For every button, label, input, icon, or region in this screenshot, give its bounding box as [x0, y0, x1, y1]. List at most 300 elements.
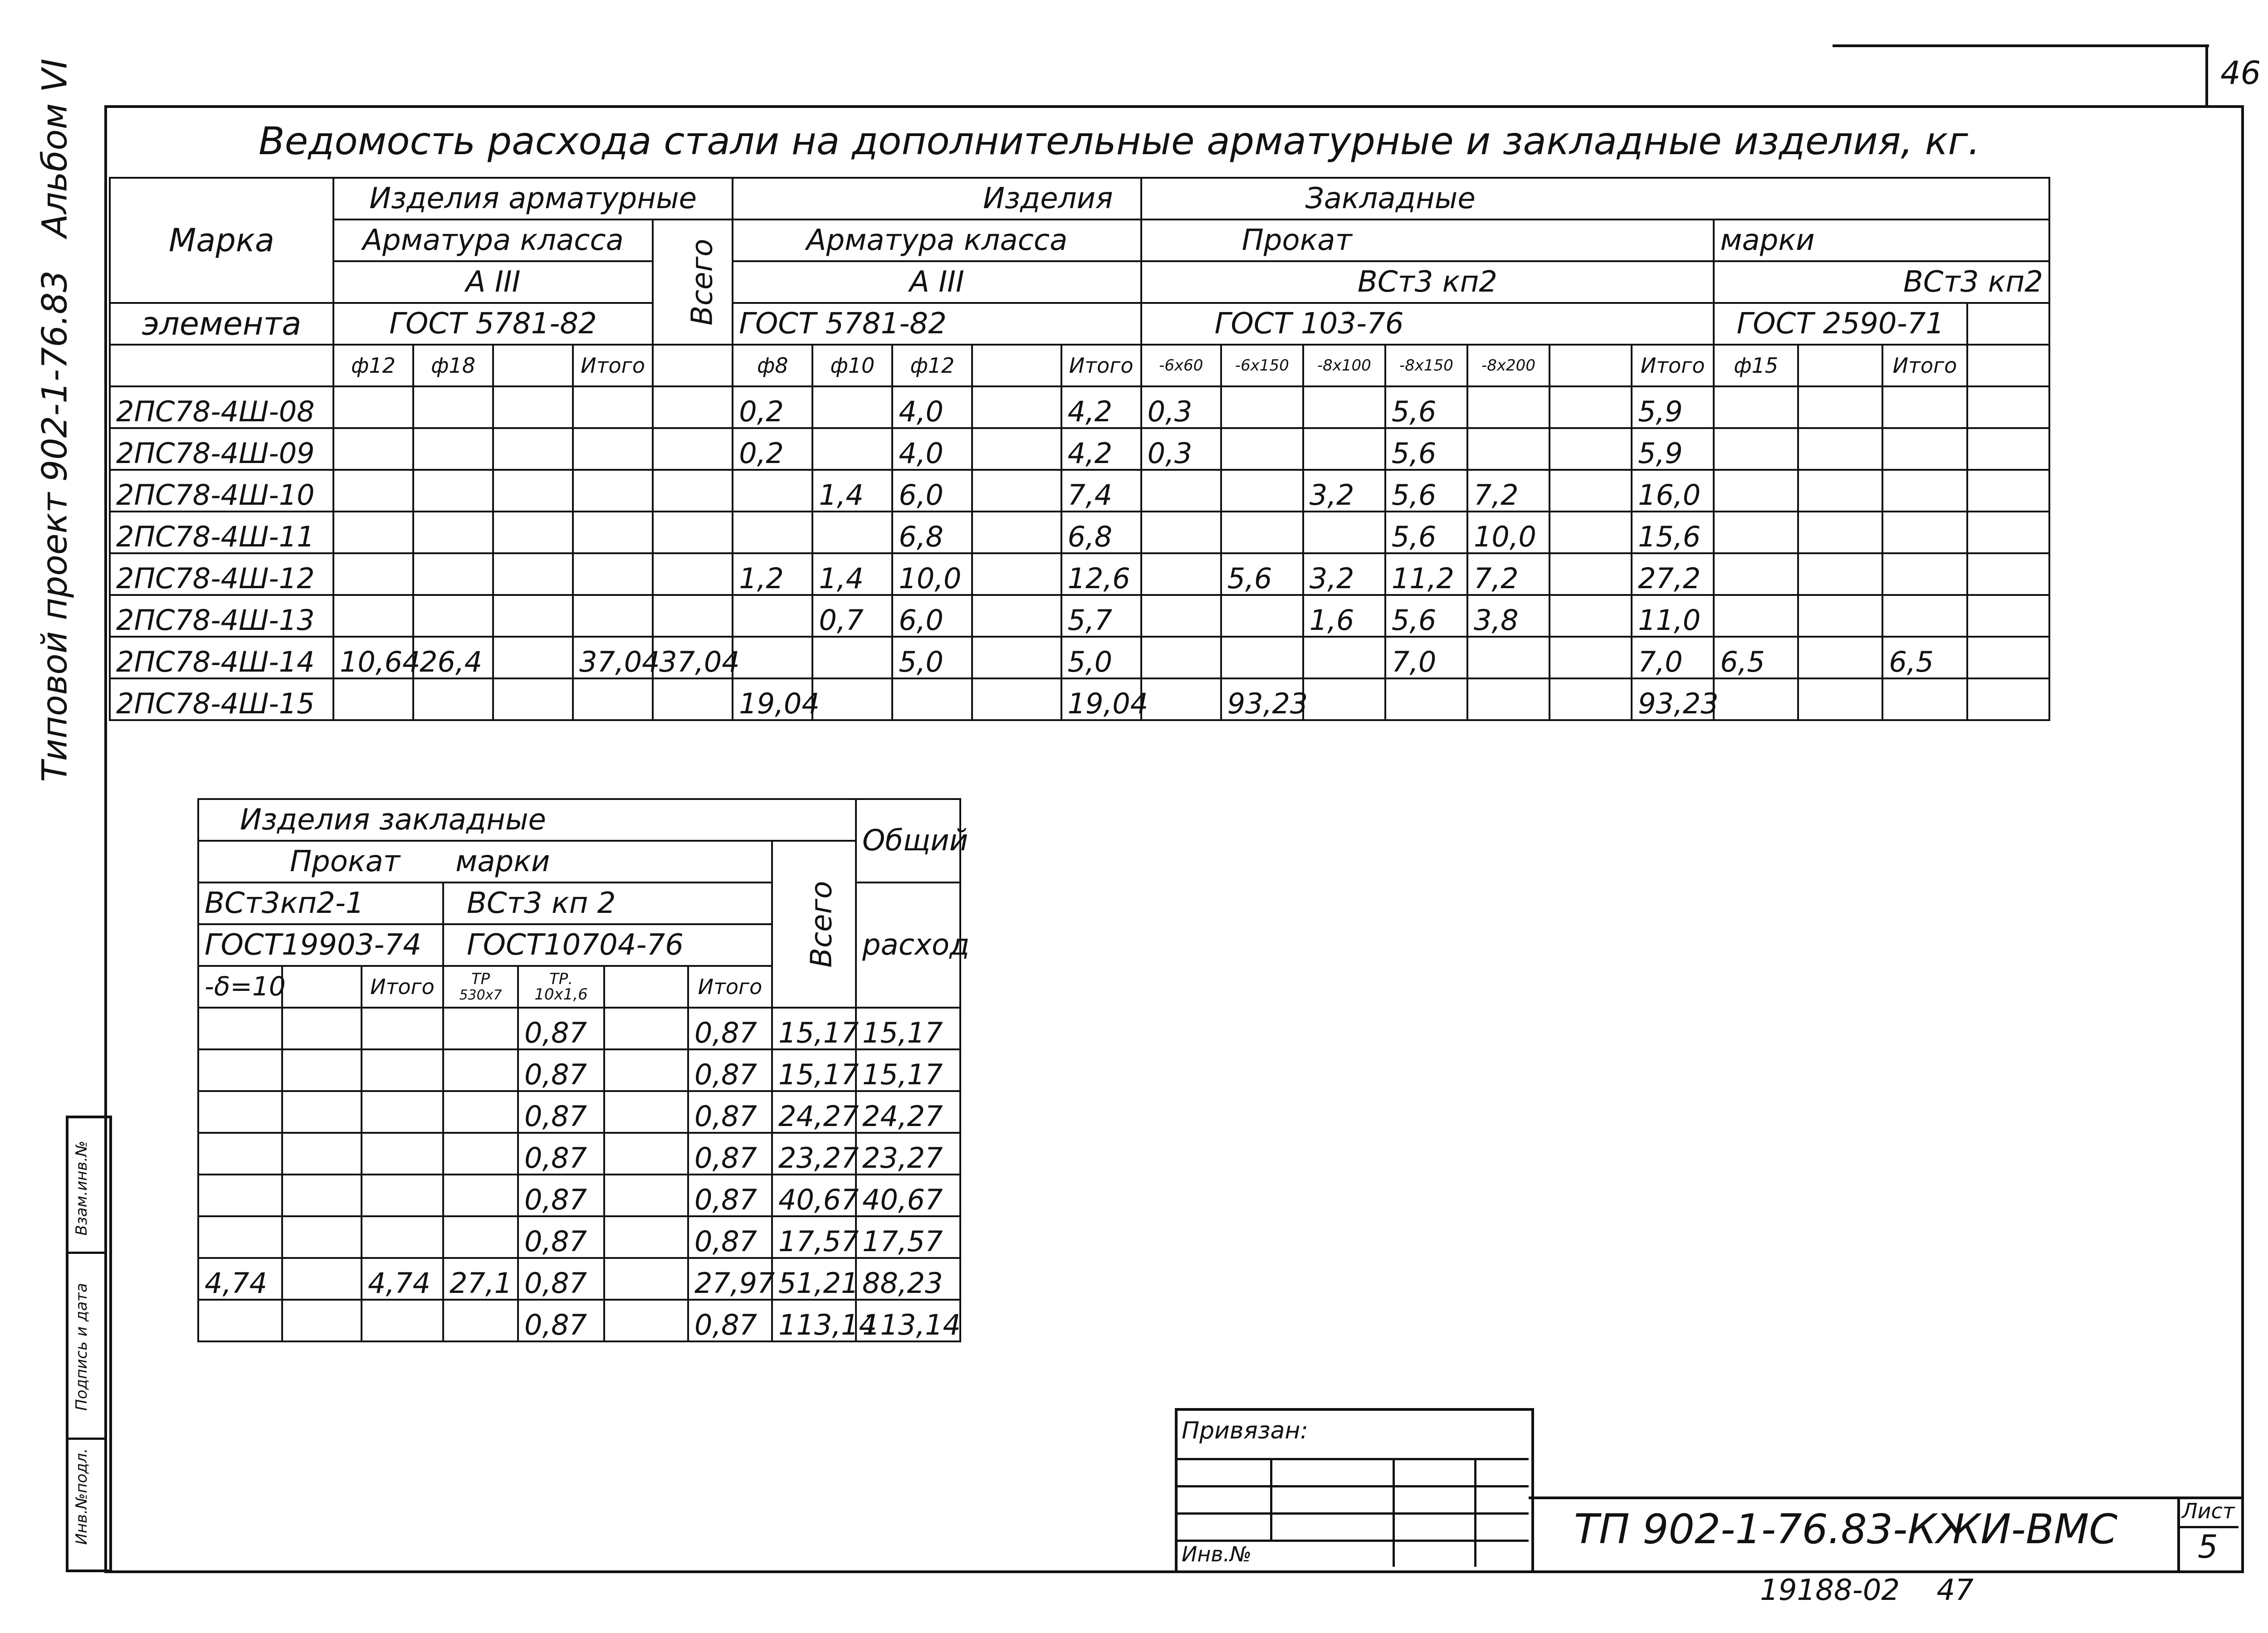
table-cell	[1141, 470, 1221, 512]
table-cell	[1467, 678, 1549, 720]
t2-col-total-2: Итого	[688, 966, 772, 1008]
table-cell: 3,2	[1303, 553, 1385, 595]
t2-hdr-gost-2: ГОСТ10704-76	[443, 924, 772, 966]
table-cell: 3,8	[1467, 595, 1549, 637]
hdr-element: элемента	[110, 303, 333, 345]
table-cell	[1882, 553, 1967, 595]
table-cell: 5,0	[892, 637, 972, 678]
col-hdr-8x150: -8х150	[1385, 345, 1467, 386]
table-cell	[1882, 386, 1967, 428]
table-cell: 37,04	[573, 637, 653, 678]
hdr-gost-1: ГОСТ 5781-82	[333, 303, 653, 345]
table-cell	[1221, 386, 1303, 428]
table-cell	[333, 386, 413, 428]
row-mark: 2ПС78-4Ш-09	[110, 428, 333, 470]
table-cell	[198, 1300, 282, 1341]
table-cell: 113,14	[772, 1300, 856, 1341]
hdr-embedded: Закладные	[1141, 178, 2049, 219]
table-cell	[198, 1175, 282, 1216]
sheet-number: 5	[2198, 1528, 2218, 1565]
col-hdr-total-4: Итого	[1882, 345, 1967, 386]
table-cell: 17,57	[772, 1216, 856, 1258]
table-cell	[1467, 428, 1549, 470]
t2-col-blank-1	[282, 966, 362, 1008]
table-cell	[1221, 595, 1303, 637]
table-row	[110, 678, 2049, 720]
table-cell: 1,4	[812, 470, 892, 512]
table-cell	[1549, 678, 1632, 720]
table-cell	[1798, 595, 1882, 637]
table-row	[198, 1175, 960, 1216]
table-cell	[653, 678, 733, 720]
table-cell: 88,23	[856, 1258, 960, 1300]
col-hdr-f15: ф15	[1714, 345, 1798, 386]
table-cell: 19,04	[1061, 678, 1141, 720]
table-cell: 7,2	[1467, 470, 1549, 512]
table-cell	[573, 470, 653, 512]
col-hdr-8x100: -8х100	[1303, 345, 1385, 386]
table-cell	[1385, 678, 1467, 720]
table-cell	[653, 470, 733, 512]
table-cell: 0,87	[518, 1091, 604, 1133]
table-cell: 0,87	[518, 1258, 604, 1300]
hdr-total-vertical: Всего	[653, 219, 733, 345]
table-cell: 0,87	[518, 1175, 604, 1216]
hdr-rolled: Прокат	[1141, 219, 1714, 261]
table-cell	[362, 1091, 443, 1133]
t2-hdr-expense: расход	[856, 882, 960, 1008]
table-cell	[362, 1300, 443, 1341]
table-cell	[812, 386, 892, 428]
table-cell	[733, 512, 812, 553]
table-cell	[282, 1216, 362, 1258]
table-cell	[604, 1133, 688, 1175]
table-cell	[1798, 470, 1882, 512]
table-row	[110, 428, 2049, 470]
table-cell: 5,9	[1632, 428, 1714, 470]
t2-col-tr-1: ТР 530х7	[443, 966, 518, 1008]
side-project-label: Типовой проект 902-1-76.83 Альбом VI	[34, 58, 75, 782]
table-cell	[573, 553, 653, 595]
row-mark: 2ПС78-4Ш-12	[110, 553, 333, 595]
table-cell: 0,87	[518, 1300, 604, 1341]
col-hdr-total-1: Итого	[573, 345, 653, 386]
attached-vline-1	[1270, 1458, 1272, 1542]
hdr-arm-class: Арматура класса	[333, 219, 653, 261]
table-row	[110, 637, 2049, 678]
table-cell	[198, 1008, 282, 1049]
table-cell	[1221, 637, 1303, 678]
table-cell	[1798, 678, 1882, 720]
table-cell	[493, 678, 573, 720]
table-row	[110, 512, 2049, 553]
table-cell: 113,14	[856, 1300, 960, 1341]
t2-hdr-common: Общий	[856, 799, 960, 882]
corner-line-right	[2205, 44, 2208, 108]
table-row	[198, 1133, 960, 1175]
hdr-arm-products: Изделия арматурные	[333, 178, 733, 219]
hdr-gost-4: ГОСТ 2590-71	[1714, 303, 1967, 345]
table-cell	[972, 553, 1061, 595]
titleblock-top-line	[1529, 1497, 2239, 1499]
table-cell: 1,2	[733, 553, 812, 595]
table-row	[110, 595, 2049, 637]
table-cell	[362, 1008, 443, 1049]
table-cell: 0,87	[688, 1300, 772, 1341]
table-cell	[282, 1258, 362, 1300]
table-cell	[1141, 553, 1221, 595]
corner-page-number: 46	[2220, 54, 2261, 92]
table-cell: 10,64	[333, 637, 413, 678]
side-stamp-label-2: Подпись и дата	[73, 1283, 91, 1411]
t2-hdr-vst-2: ВСт3 кп 2	[443, 882, 772, 924]
table-cell: 6,5	[1714, 637, 1798, 678]
table-cell	[413, 386, 493, 428]
table-cell	[812, 428, 892, 470]
col-hdr-blank-6	[1967, 345, 2049, 386]
attached-vline-3	[1474, 1458, 1476, 1567]
table-cell	[1714, 512, 1798, 553]
table-cell: 10,0	[892, 553, 972, 595]
table-cell	[733, 470, 812, 512]
table-cell	[573, 512, 653, 553]
table-cell	[413, 470, 493, 512]
table-cell	[653, 428, 733, 470]
table-cell	[333, 428, 413, 470]
table-cell	[1798, 386, 1882, 428]
table-cell	[812, 678, 892, 720]
table-cell	[282, 1133, 362, 1175]
table-cell	[604, 1091, 688, 1133]
table-cell: 5,0	[1061, 637, 1141, 678]
table-row	[198, 1300, 960, 1341]
table-cell	[198, 1049, 282, 1091]
table-cell: 37,04	[653, 637, 733, 678]
table-cell	[653, 595, 733, 637]
table-cell	[493, 470, 573, 512]
table-cell	[1714, 595, 1798, 637]
table-cell	[333, 512, 413, 553]
sheet-label: Лист	[2182, 1499, 2235, 1523]
table-cell: 6,0	[892, 470, 972, 512]
table-cell: 23,27	[772, 1133, 856, 1175]
table-cell	[413, 512, 493, 553]
table-cell	[443, 1216, 518, 1258]
table-cell: 5,6	[1385, 512, 1467, 553]
table-cell	[972, 428, 1061, 470]
table-cell	[604, 1300, 688, 1341]
table-cell	[333, 595, 413, 637]
table-cell: 5,6	[1385, 428, 1467, 470]
table-cell	[972, 637, 1061, 678]
table-cell	[443, 1300, 518, 1341]
hdr-products: Изделия	[733, 178, 1141, 219]
table-cell	[413, 428, 493, 470]
table-cell	[1549, 428, 1632, 470]
table-cell	[972, 386, 1061, 428]
table-cell	[1714, 553, 1798, 595]
table-cell: 0,87	[688, 1008, 772, 1049]
table-cell: 0,2	[733, 428, 812, 470]
table-cell	[1882, 678, 1967, 720]
table-cell	[1714, 678, 1798, 720]
table-cell: 0,87	[518, 1049, 604, 1091]
table-cell	[604, 1049, 688, 1091]
table-cell	[1882, 595, 1967, 637]
table-cell	[1549, 595, 1632, 637]
col-hdr-blank	[110, 345, 333, 386]
table-cell: 7,0	[1385, 637, 1467, 678]
table-cell	[1141, 678, 1221, 720]
table-cell: 15,17	[856, 1008, 960, 1049]
table-row	[198, 1008, 960, 1049]
side-stamp-label-3: Взам.инв.№	[73, 1141, 91, 1236]
table-cell	[1549, 386, 1632, 428]
row-mark: 2ПС78-4Ш-08	[110, 386, 333, 428]
corner-line-top	[1833, 44, 2209, 47]
t2-col-tr-2: ТР. 10х1,6	[518, 966, 604, 1008]
table-cell	[282, 1175, 362, 1216]
table-cell: 0,87	[688, 1133, 772, 1175]
row-mark: 2ПС78-4Ш-13	[110, 595, 333, 637]
hdr-a3: А III	[333, 261, 653, 303]
t2-col-blank-2	[604, 966, 688, 1008]
table-cell	[443, 1008, 518, 1049]
col-hdr-blank-4	[1549, 345, 1632, 386]
table-cell	[443, 1175, 518, 1216]
table-cell	[1967, 553, 2049, 595]
table-cell	[413, 553, 493, 595]
table-cell: 0,87	[518, 1133, 604, 1175]
table-row	[198, 1216, 960, 1258]
col-hdr-f12-2: ф12	[892, 345, 972, 386]
table-cell	[653, 512, 733, 553]
table-row	[198, 1091, 960, 1133]
table-cell	[972, 595, 1061, 637]
table-cell: 6,8	[892, 512, 972, 553]
table-cell: 5,6	[1385, 386, 1467, 428]
table-cell	[653, 553, 733, 595]
table-cell	[198, 1091, 282, 1133]
table-cell: 7,2	[1467, 553, 1549, 595]
table-cell: 5,7	[1061, 595, 1141, 637]
t2-col-total-1: Итого	[362, 966, 443, 1008]
table-cell: 15,17	[856, 1049, 960, 1091]
table-cell	[282, 1049, 362, 1091]
table-cell: 93,23	[1632, 678, 1714, 720]
col-hdr-f8: ф8	[733, 345, 812, 386]
table-cell: 6,5	[1882, 637, 1967, 678]
table-cell	[812, 637, 892, 678]
table-cell: 4,0	[892, 428, 972, 470]
row-mark: 2ПС78-4Ш-14	[110, 637, 333, 678]
table-cell: 0,87	[688, 1049, 772, 1091]
table-cell	[333, 678, 413, 720]
table-cell: 27,1	[443, 1258, 518, 1300]
table-cell: 1,4	[812, 553, 892, 595]
table-cell: 0,87	[688, 1175, 772, 1216]
table-cell	[1141, 512, 1221, 553]
side-stamp-label-1: Инв.№подл.	[73, 1448, 91, 1545]
table-cell: 3,2	[1303, 470, 1385, 512]
table-cell: 0,3	[1141, 386, 1221, 428]
col-hdr-6x60: -6х60	[1141, 345, 1221, 386]
table-cell	[282, 1008, 362, 1049]
table-cell	[573, 386, 653, 428]
table-cell: 19,04	[733, 678, 812, 720]
table-cell	[1467, 386, 1549, 428]
col-hdr-f10: ф10	[812, 345, 892, 386]
table-cell	[733, 595, 812, 637]
table-cell	[1549, 637, 1632, 678]
table-row	[198, 1258, 960, 1300]
table-cell: 0,3	[1141, 428, 1221, 470]
table-cell	[493, 553, 573, 595]
table-cell: 4,74	[362, 1258, 443, 1300]
table-cell	[1221, 470, 1303, 512]
table-cell	[733, 637, 812, 678]
table-cell	[1549, 512, 1632, 553]
table-cell	[812, 512, 892, 553]
table-cell: 7,4	[1061, 470, 1141, 512]
table-cell	[1303, 678, 1385, 720]
table-cell	[413, 678, 493, 720]
table-cell: 5,6	[1385, 470, 1467, 512]
document-code: ТП 902-1-76.83-КЖИ-ВМС	[1574, 1506, 2118, 1553]
table-cell	[573, 595, 653, 637]
table-cell	[198, 1133, 282, 1175]
table-cell: 0,87	[518, 1216, 604, 1258]
table-cell	[1967, 595, 2049, 637]
table-cell: 17,57	[856, 1216, 960, 1258]
table-cell: 0,2	[733, 386, 812, 428]
table-cell	[1967, 512, 2049, 553]
table-cell: 5,9	[1632, 386, 1714, 428]
table-cell	[282, 1091, 362, 1133]
inv-label: Инв.№	[1182, 1542, 1252, 1566]
table-row	[110, 553, 2049, 595]
table-cell	[573, 428, 653, 470]
table-cell	[1141, 637, 1221, 678]
table-cell	[443, 1133, 518, 1175]
table-cell	[1967, 637, 2049, 678]
table-cell	[493, 512, 573, 553]
hdr-grade: марки	[1714, 219, 2049, 261]
table-cell	[1882, 428, 1967, 470]
hdr-arm-class-2: Арматура класса	[733, 219, 1141, 261]
table-cell	[1221, 428, 1303, 470]
table-row	[110, 470, 2049, 512]
table-cell	[493, 428, 573, 470]
table-cell: 93,23	[1221, 678, 1303, 720]
col-hdr-total-v-gap	[653, 345, 733, 386]
table-cell	[1303, 428, 1385, 470]
table-cell	[1882, 512, 1967, 553]
table-cell: 5,6	[1385, 595, 1467, 637]
table-cell	[653, 386, 733, 428]
table-cell: 26,4	[413, 637, 493, 678]
embedded-products-table	[197, 798, 970, 1342]
table-cell	[1882, 470, 1967, 512]
table-cell	[493, 386, 573, 428]
table-cell	[573, 678, 653, 720]
col-hdr-8x200: -8х200	[1467, 345, 1549, 386]
hdr-mark: Марка	[110, 178, 333, 303]
col-hdr-blank-3	[972, 345, 1061, 386]
t2-col-d10: -δ=10	[198, 966, 282, 1008]
col-hdr-blank-2	[493, 345, 573, 386]
table-cell: 15,6	[1632, 512, 1714, 553]
table-cell	[1714, 386, 1798, 428]
table-cell: 0,7	[812, 595, 892, 637]
table-cell	[1303, 512, 1385, 553]
hdr-vst-2: ВСт3 кп2	[1714, 261, 2049, 303]
t2-hdr-rolled	[198, 841, 772, 882]
table-cell: 40,67	[856, 1175, 960, 1216]
table-cell	[1714, 470, 1798, 512]
t2-hdr-embedded: Изделия закладные	[198, 799, 856, 841]
table-cell	[443, 1091, 518, 1133]
table-cell	[1967, 470, 2049, 512]
hdr-vst-1: ВСт3 кп2	[1141, 261, 1714, 303]
table-cell	[1549, 470, 1632, 512]
table-cell	[198, 1216, 282, 1258]
table-cell: 51,21	[772, 1258, 856, 1300]
t2-hdr-vst-1: ВСт3кп2-1	[198, 882, 443, 924]
table-cell: 12,6	[1061, 553, 1141, 595]
table-cell	[1967, 678, 2049, 720]
col-hdr-total-3: Итого	[1632, 345, 1714, 386]
table-cell	[333, 470, 413, 512]
table-cell	[972, 470, 1061, 512]
t2-hdr-grade-text: марки	[455, 844, 550, 878]
sheet-title: Ведомость расхода стали на дополнительные арматурные и закладные изделия, кг.	[259, 119, 1980, 163]
table-cell	[362, 1216, 443, 1258]
table-cell	[972, 678, 1061, 720]
row-mark: 2ПС78-4Ш-10	[110, 470, 333, 512]
table-cell	[1714, 428, 1798, 470]
table-cell: 4,74	[198, 1258, 282, 1300]
table-cell	[1549, 553, 1632, 595]
table-cell: 24,27	[772, 1091, 856, 1133]
table-cell: 0,87	[688, 1091, 772, 1133]
table-cell	[1303, 637, 1385, 678]
col-hdr-f12: ф12	[333, 345, 413, 386]
t2-hdr-gost-1: ГОСТ19903-74	[198, 924, 443, 966]
table-cell: 27,97	[688, 1258, 772, 1300]
row-mark: 2ПС78-4Ш-11	[110, 512, 333, 553]
table-cell	[604, 1008, 688, 1049]
table-cell	[1303, 386, 1385, 428]
table-cell	[604, 1216, 688, 1258]
t2-hdr-total-vertical: Всего	[772, 841, 856, 1008]
table-cell	[362, 1175, 443, 1216]
column-header-row	[110, 345, 2049, 386]
table-cell: 27,2	[1632, 553, 1714, 595]
table-cell: 0,87	[688, 1216, 772, 1258]
attached-label: Привязан:	[1182, 1417, 1308, 1444]
table-cell	[493, 595, 573, 637]
table-cell	[362, 1133, 443, 1175]
table-cell	[604, 1175, 688, 1216]
table-cell	[1967, 386, 2049, 428]
main-steel-table	[109, 177, 2050, 721]
table-cell	[443, 1049, 518, 1091]
table-cell: 6,8	[1061, 512, 1141, 553]
table-cell: 24,27	[856, 1091, 960, 1133]
table-cell: 1,6	[1303, 595, 1385, 637]
table-cell: 5,6	[1221, 553, 1303, 595]
